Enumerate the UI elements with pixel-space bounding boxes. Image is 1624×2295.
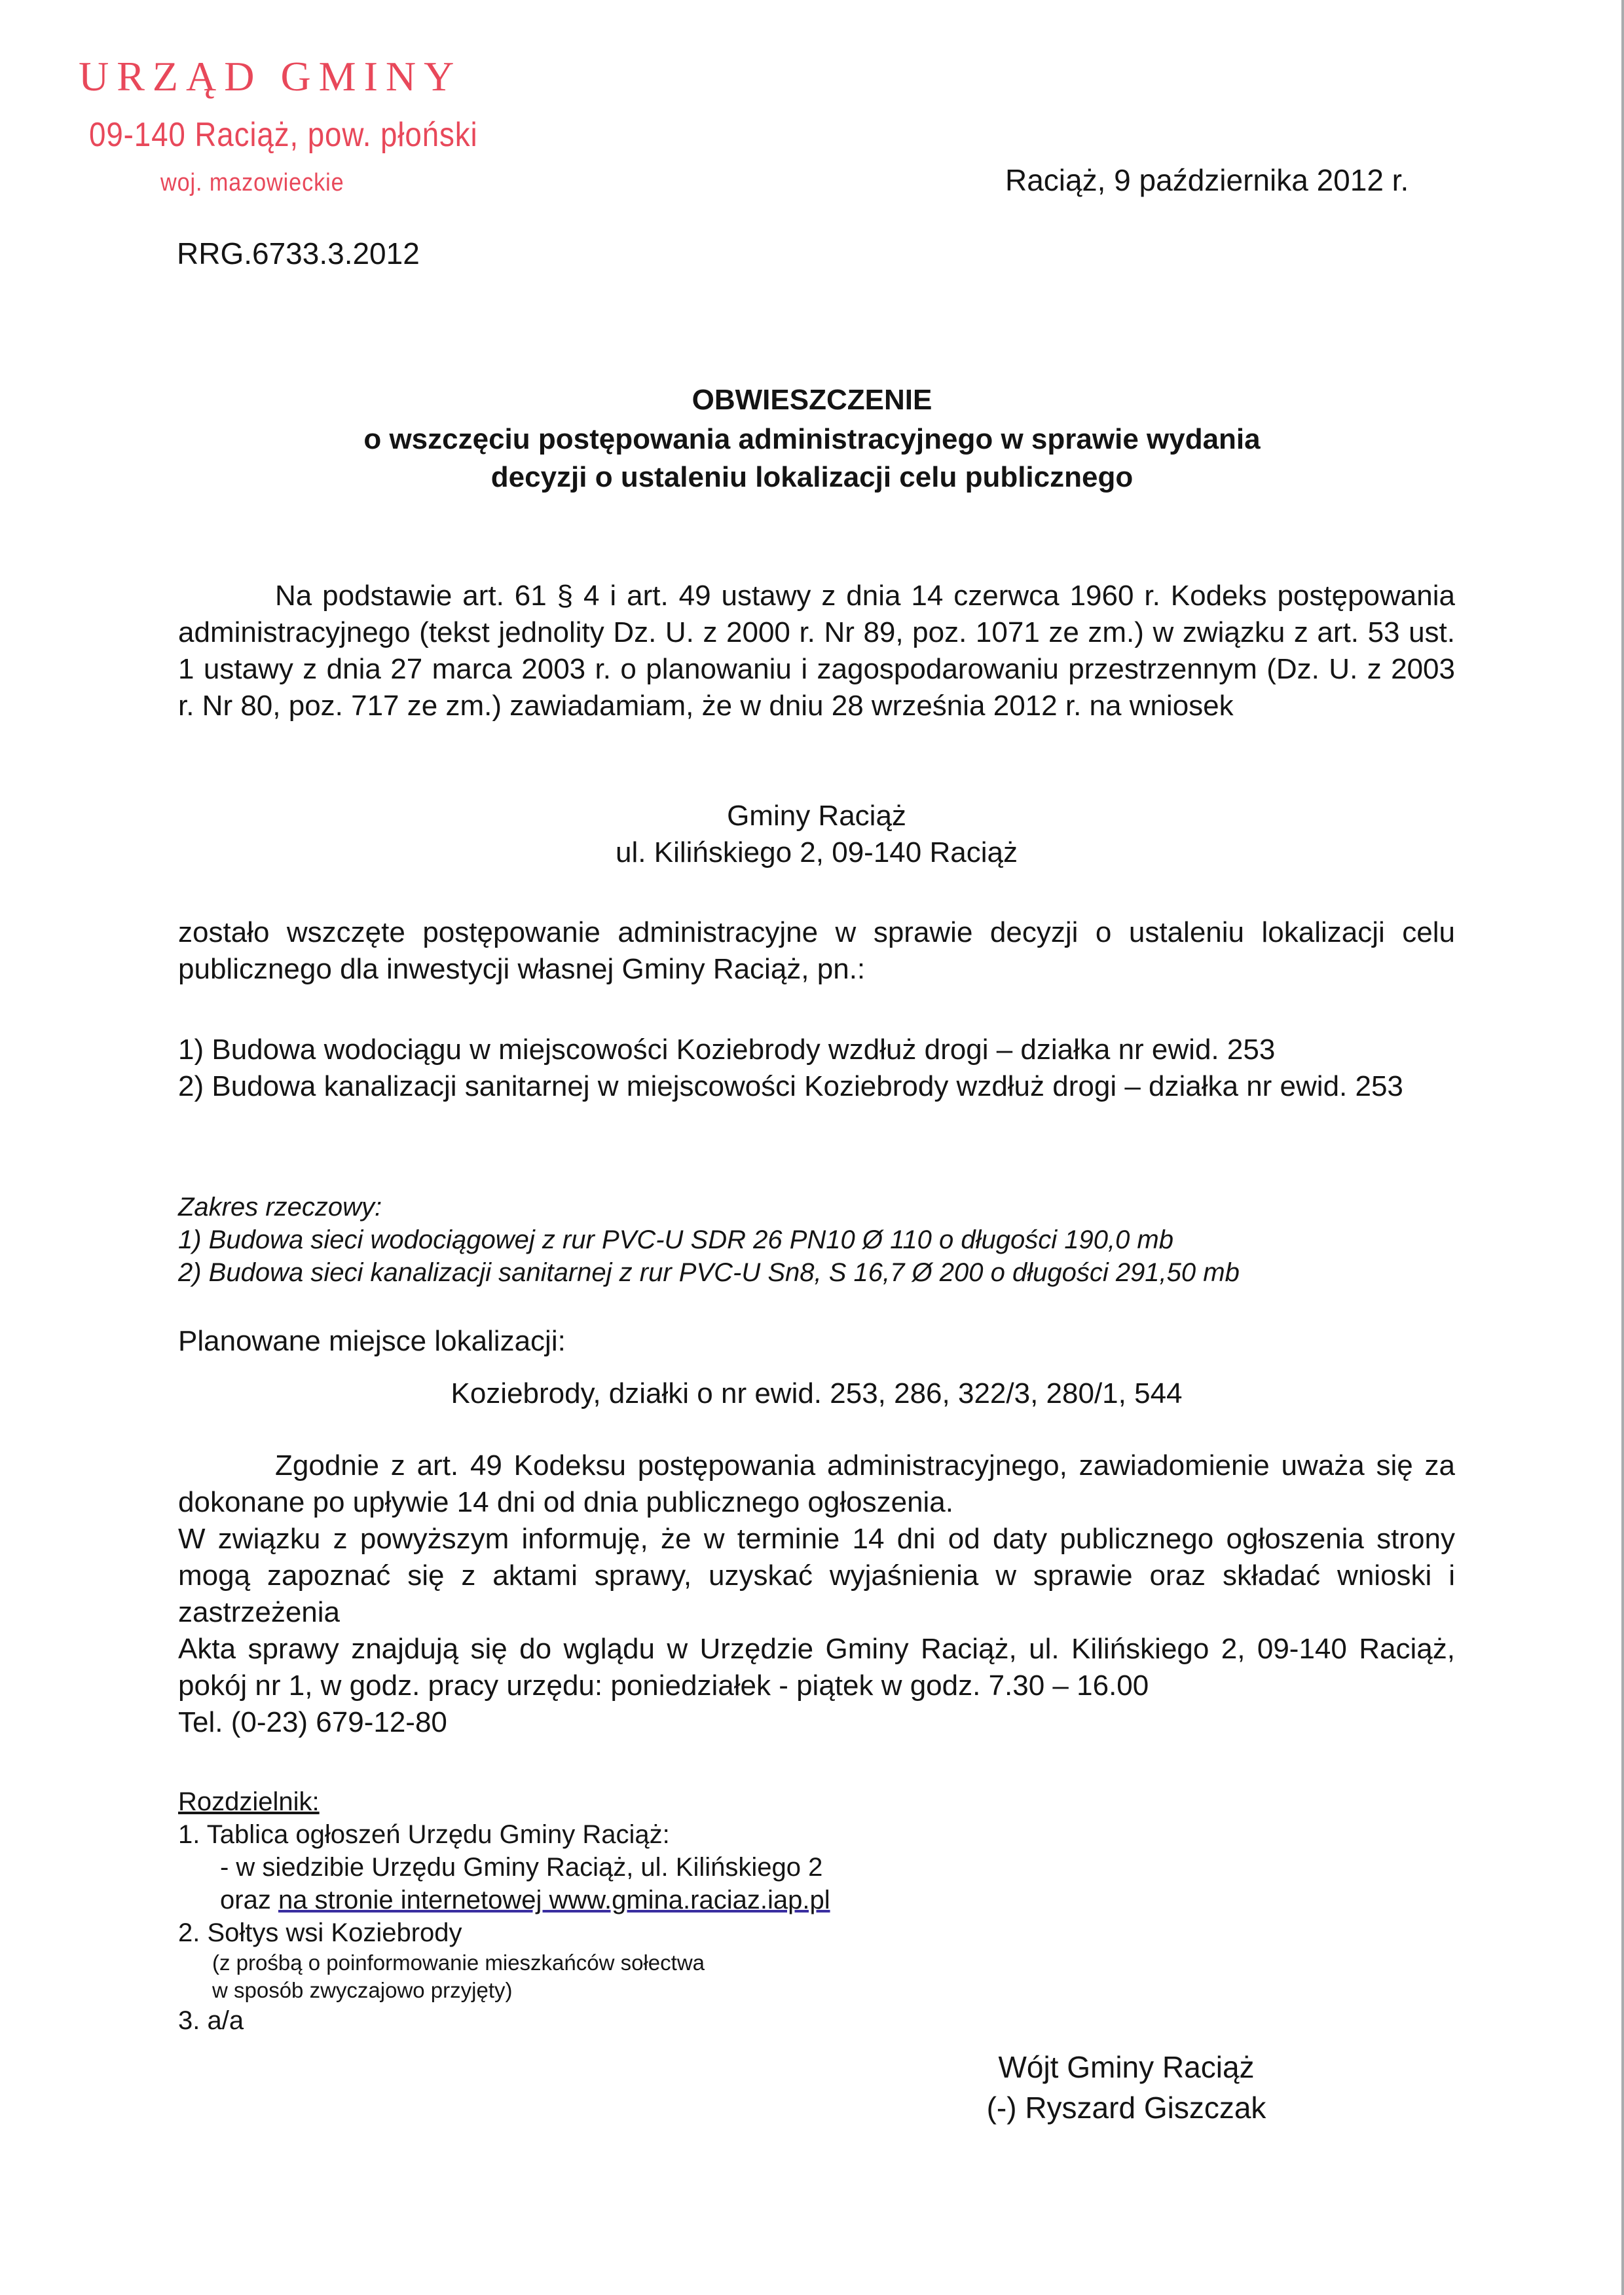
distribution-label: Rozdzielnik: bbox=[178, 1787, 320, 1816]
intro-paragraph: Na podstawie art. 61 § 4 i art. 49 ustawy z dnia 14 czerwca 1960 r. Kodeks postępowania administracyjnego (tekst jednolity Dz. U. z 2000 r. Nr 89, poz. 1071 ze zm.) w związku z art. 53 ust. 1 ustawy z dnia 27 marca 2003 r. o planowaniu i zagospodarowaniu przestrzennym (Dz. U. z 2003 r. Nr 80, poz. 717 ze zm.) zawiadamiam, że w dniu 28 września 2012 r. na wniosek bbox=[178, 580, 1455, 722]
scope-block bbox=[178, 1191, 1455, 1289]
stamp-region: woj. mazowieckie bbox=[160, 169, 344, 196]
notice-paragraph-1: Zgodnie z art. 49 Kodeksu postępowania administracyjnego, zawiadomienie uważa się za dokonane po upływie 14 dni od dnia publicznego ogłoszenia. bbox=[178, 1449, 1455, 1518]
signature-title: Wójt Gminy Raciąż bbox=[998, 2050, 1255, 2084]
distribution-website-prefix: oraz bbox=[220, 1886, 278, 1914]
investment-list bbox=[178, 1032, 1455, 1105]
scope-item: 2) Budowa sieci kanalizacji sanitarnej z rur PVC-U Sn8, S 16,7 Ø 200 o długości 291,50 mb bbox=[178, 1258, 1240, 1287]
phone-number: Tel. (0-23) 679-12-80 bbox=[178, 1706, 447, 1738]
title-line-2: decyzji o ustaleniu lokalizacji celu publicznego bbox=[490, 461, 1134, 493]
scope-label: Zakres rzeczowy: bbox=[178, 1193, 382, 1222]
applicant-name: Gminy Raciąż bbox=[727, 800, 906, 832]
stamp-title: URZĄD GMINY bbox=[79, 53, 462, 100]
scope-item: 1) Budowa sieci wodociągowej z rur PVC-U SDR 26 PN10 Ø 110 o długości 190,0 mb bbox=[178, 1225, 1173, 1254]
reference-number: RRG.6733.3.2012 bbox=[177, 236, 420, 271]
notice-paragraph-2: W związku z powyższym informuję, że w terminie 14 dni od daty publicznego ogłoszenia strony mogą zapoznać się z aktami sprawy, uzyskać wyjaśnienia w sprawie oraz składać wnioski i zastrzeżenia bbox=[178, 1523, 1455, 1628]
document-title bbox=[0, 381, 1624, 496]
distribution-item-2: 2. Sołtys wsi Koziebrody bbox=[178, 1918, 462, 1947]
distribution-item-1-sub-1: - w siedzibie Urzędu Gminy Raciąż, ul. Kilińskiego 2 bbox=[220, 1853, 823, 1882]
location-label: Planowane miejsce lokalizacji: bbox=[178, 1325, 566, 1357]
scan-edge bbox=[1621, 0, 1624, 2295]
proceedings-paragraph: zostało wszczęte postępowanie administracyjne w sprawie decyzji o ustaleniu lokalizacji celu publicznego dla inwestycji własnej Gminy Raciąż, pn.: bbox=[178, 916, 1455, 985]
distribution-item-3: 3. a/a bbox=[178, 2006, 244, 2035]
stamp-address: 09-140 Raciąż, pow. płoński bbox=[89, 116, 478, 154]
applicant-block bbox=[178, 798, 1455, 871]
applicant-address: ul. Kilińskiego 2, 09-140 Raciąż bbox=[616, 836, 1018, 868]
title-line-1: o wszczęciu postępowania administracyjnego w sprawie wydania bbox=[363, 423, 1261, 455]
notice-paragraph-3: Akta sprawy znajdują się do wglądu w Urzędzie Gminy Raciąż, ul. Kilińskiego 2, 09-140 Raciąż, pokój nr 1, w godz. pracy urzędu: poniedziałek - piątek w godz. 7.30 – 16.00 bbox=[178, 1633, 1455, 1702]
distribution-block bbox=[178, 1785, 1455, 2037]
place-date: Raciąż, 9 października 2012 r. bbox=[1005, 163, 1409, 197]
distribution-item-2-note-2: w sposób zwyczajowo przyjęty) bbox=[212, 1978, 513, 2002]
distribution-item-2-note-1: (z prośbą o poinformowanie mieszkańców sołectwa bbox=[212, 1950, 705, 1975]
signature-block bbox=[963, 2047, 1290, 2128]
location-value: Koziebrody, działki o nr ewid. 253, 286, 322/3, 280/1, 544 bbox=[451, 1377, 1183, 1409]
website-link[interactable]: na stronie internetowej www.gmina.raciaz.iap.pl bbox=[278, 1886, 830, 1914]
signature-name: (-) Ryszard Giszczak bbox=[986, 2091, 1266, 2125]
title-main: OBWIESZCZENIE bbox=[692, 384, 932, 416]
distribution-item-1-sub-2 bbox=[178, 1884, 1455, 1916]
investment-item: 1) Budowa wodociągu w miejscowości Koziebrody wzdłuż drogi – działka nr ewid. 253 bbox=[178, 1034, 1276, 1066]
distribution-item-1: 1. Tablica ogłoszeń Urzędu Gminy Raciąż: bbox=[178, 1820, 670, 1849]
investment-item: 2) Budowa kanalizacji sanitarnej w miejscowości Koziebrody wzdłuż drogi – działka nr ewid. 253 bbox=[178, 1070, 1403, 1102]
